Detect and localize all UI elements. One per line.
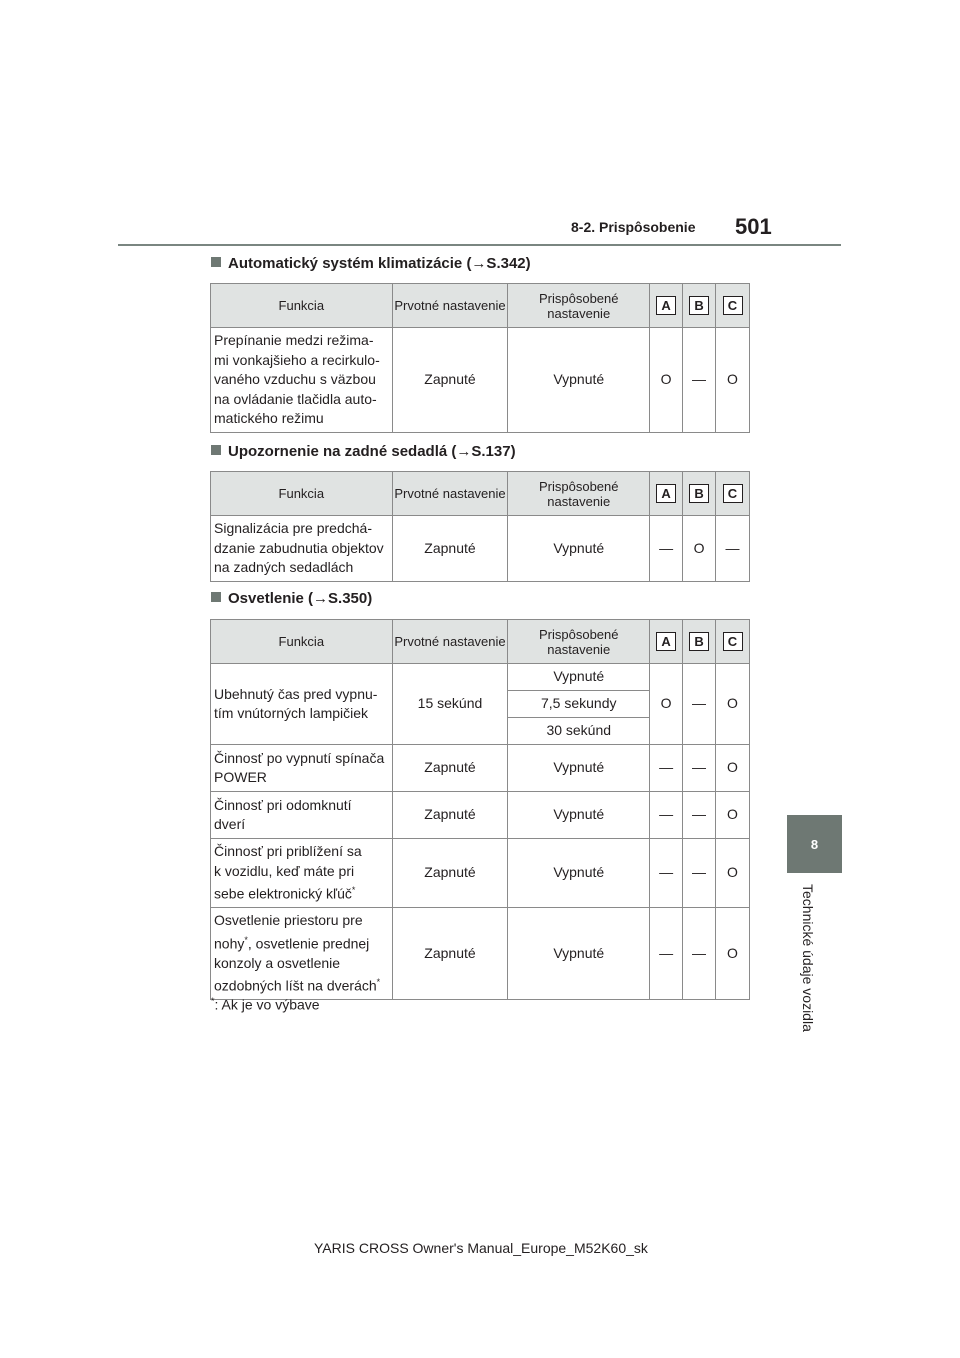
custom-cell: Vypnuté — [508, 745, 650, 792]
function-cell: Signalizácia pre predchá- dzanie zabudnutia objektov na zadných sedadlách — [211, 516, 393, 582]
chapter-label: Technické údaje vozidla — [800, 884, 816, 1032]
col-default: Prvotné nastavenie — [392, 472, 508, 516]
section-header: 8-2. Prispôsobenie — [571, 219, 696, 235]
badge-b: B — [689, 484, 709, 503]
default-cell: Zapnuté — [392, 328, 508, 433]
function-cell: Činnosť pri odomknutí dverí — [211, 792, 393, 839]
b-cell: — — [683, 745, 716, 792]
table-header-row — [211, 472, 750, 516]
table-climate — [210, 283, 750, 433]
badge-c: C — [723, 484, 743, 503]
c-cell: O — [716, 792, 750, 839]
col-function: Funkcia — [211, 284, 393, 328]
col-b — [683, 620, 716, 664]
document-footer: YARIS CROSS Owner's Manual_Europe_M52K60_sk — [314, 1240, 648, 1256]
function-cell: Činnosť pri priblížení sa k vozidlu, keď máte pri sebe elektronický kľúč* — [211, 839, 393, 908]
col-a — [650, 472, 683, 516]
badge-a: A — [656, 296, 676, 315]
col-custom: Prispôsobené nastavenie — [508, 284, 650, 328]
b-cell: O — [683, 516, 716, 582]
col-b — [683, 284, 716, 328]
default-cell: Zapnuté — [392, 792, 508, 839]
section-heading-rear-seats: Upozornenie na zadné sedadlá (→S.137) — [211, 443, 516, 460]
a-cell: — — [650, 839, 683, 908]
a-cell: O — [650, 328, 683, 433]
page-number: 501 — [735, 214, 772, 239]
function-cell: Prepínanie medzi režima- mi vonkajšieho a recirkulo- vaného vzduchu s väzbou na ovládanie tlačidla auto- matického režimu — [211, 328, 393, 433]
col-c — [716, 620, 750, 664]
c-cell: O — [716, 839, 750, 908]
table-header-row — [211, 620, 750, 664]
table-row — [211, 516, 750, 582]
c-cell: O — [716, 664, 750, 745]
col-a — [650, 284, 683, 328]
function-cell: Činnosť po vypnutí spínača POWER — [211, 745, 393, 792]
custom-cell: Vypnuté — [508, 664, 650, 691]
custom-cell: Vypnuté — [508, 792, 650, 839]
section-heading-climate: Automatický systém klimatizácie (→S.342) — [211, 255, 531, 272]
a-cell: — — [650, 908, 683, 1000]
header-divider — [118, 244, 841, 246]
chapter-tab — [787, 815, 842, 873]
a-cell: — — [650, 792, 683, 839]
b-cell: — — [683, 792, 716, 839]
b-cell: — — [683, 328, 716, 433]
badge-b: B — [689, 632, 709, 651]
a-cell: — — [650, 745, 683, 792]
table-rear-seats — [210, 471, 750, 582]
table-row — [211, 745, 750, 792]
default-cell: Zapnuté — [392, 839, 508, 908]
table-header-row — [211, 284, 750, 328]
c-cell: O — [716, 328, 750, 433]
col-c — [716, 472, 750, 516]
col-default: Prvotné nastavenie — [392, 620, 508, 664]
col-default: Prvotné nastavenie — [392, 284, 508, 328]
badge-c: C — [723, 632, 743, 651]
custom-cell: 7,5 sekundy — [508, 691, 650, 718]
square-bullet-icon — [211, 257, 221, 267]
col-custom: Prispôsobené nastavenie — [508, 472, 650, 516]
a-cell: O — [650, 664, 683, 745]
table-row — [211, 328, 750, 433]
default-cell: Zapnuté — [392, 516, 508, 582]
custom-cell: Vypnuté — [508, 328, 650, 433]
table-row — [211, 908, 750, 1000]
function-cell: Osvetlenie priestoru pre nohy*, osvetlenie prednej konzoly a osvetlenie ozdobných líšt na dverách* — [211, 908, 393, 1000]
footnote-text: : Ak je vo výbave — [214, 996, 320, 1013]
footnote — [211, 996, 320, 1013]
c-cell: O — [716, 745, 750, 792]
c-cell: O — [716, 908, 750, 1000]
table-lighting — [210, 619, 750, 1000]
b-cell: — — [683, 908, 716, 1000]
custom-cell: Vypnuté — [508, 908, 650, 1000]
default-cell: Zapnuté — [392, 908, 508, 1000]
section-heading-lighting: Osvetlenie (→S.350) — [211, 590, 372, 607]
custom-cell: Vypnuté — [508, 516, 650, 582]
col-custom: Prispôsobené nastavenie — [508, 620, 650, 664]
default-cell: 15 sekúnd — [392, 664, 508, 745]
footnote-mark: * — [211, 996, 215, 1006]
col-c — [716, 284, 750, 328]
a-cell: — — [650, 516, 683, 582]
custom-cell: 30 sekúnd — [508, 718, 650, 745]
table-row — [211, 839, 750, 908]
square-bullet-icon — [211, 445, 221, 455]
badge-a: A — [656, 484, 676, 503]
col-function: Funkcia — [211, 472, 393, 516]
square-bullet-icon — [211, 592, 221, 602]
custom-cell: Vypnuté — [508, 839, 650, 908]
b-cell: — — [683, 839, 716, 908]
badge-c: C — [723, 296, 743, 315]
col-a — [650, 620, 683, 664]
default-cell: Zapnuté — [392, 745, 508, 792]
c-cell: — — [716, 516, 750, 582]
col-b — [683, 472, 716, 516]
badge-b: B — [689, 296, 709, 315]
table-row — [211, 792, 750, 839]
col-function: Funkcia — [211, 620, 393, 664]
badge-a: A — [656, 632, 676, 651]
chapter-number: 8 — [810, 836, 819, 852]
table-row — [211, 664, 750, 691]
b-cell: — — [683, 664, 716, 745]
function-cell: Ubehnutý čas pred vypnu- tím vnútorných lampičiek — [211, 664, 393, 745]
